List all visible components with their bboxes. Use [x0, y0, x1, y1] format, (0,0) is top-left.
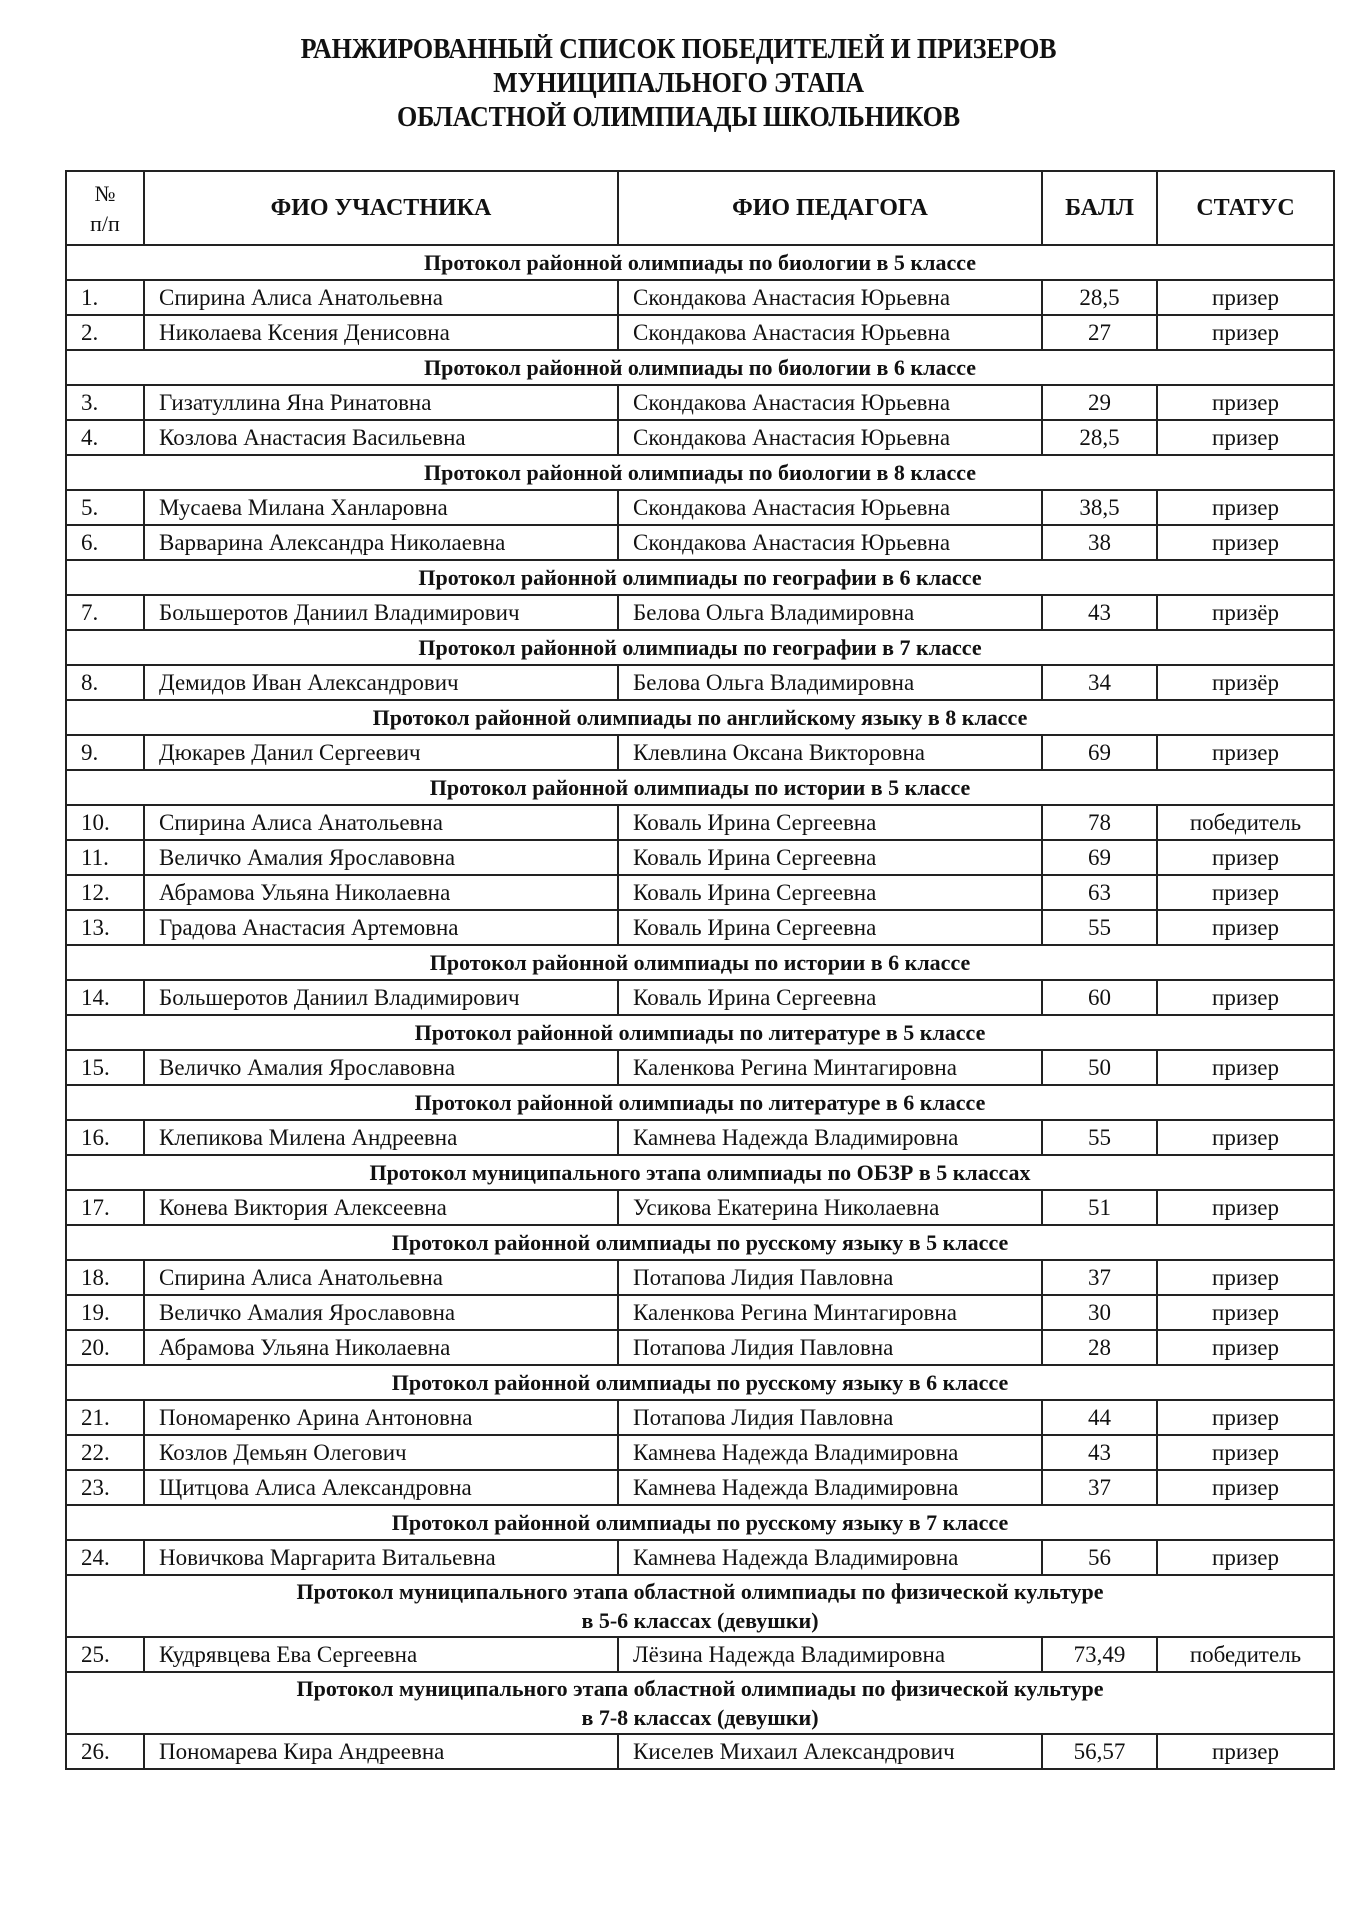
section-title-line-1: Протокол районной олимпиады по биологии в 5 классе: [423, 250, 977, 275]
status: призёр: [1157, 595, 1334, 630]
score: 38: [1042, 525, 1157, 560]
participant-name: Клепикова Милена Андреевна: [144, 1120, 618, 1155]
row-number: 21.: [66, 1400, 144, 1435]
row-number: 26.: [66, 1734, 144, 1769]
score: 37: [1042, 1260, 1157, 1295]
status: призер: [1157, 1190, 1334, 1225]
table-row: [66, 1260, 1334, 1295]
teacher-name: Киселев Михаил Александрович: [618, 1734, 1042, 1769]
section-header-row: [66, 455, 1334, 490]
participant-name: Пономарева Кира Андреевна: [144, 1734, 618, 1769]
participant-name: Величко Амалия Ярославовна: [144, 840, 618, 875]
section-title: [66, 630, 1334, 665]
participant-name: Величко Амалия Ярославовна: [144, 1295, 618, 1330]
document-title: [0, 33, 1357, 135]
row-number: 1.: [66, 280, 144, 315]
table-row: [66, 1330, 1334, 1365]
section-title-line-1: Протокол районной олимпиады по литературе в 6 классе: [414, 1090, 986, 1115]
table-row: [66, 490, 1334, 525]
score: 50: [1042, 1050, 1157, 1085]
row-number: 25.: [66, 1637, 144, 1672]
section-header-row: [66, 1155, 1334, 1190]
section-header-row: [66, 350, 1334, 385]
teacher-name: Скондакова Анастасия Юрьевна: [618, 420, 1042, 455]
section-title-line-1: Протокол районной олимпиады по истории в 6 классе: [429, 950, 971, 975]
teacher-name: Коваль Ирина Сергеевна: [618, 875, 1042, 910]
title-line-2: МУНИЦИПАЛЬНОГО ЭТАПА: [493, 68, 864, 99]
header-status: СТАТУС: [1157, 171, 1334, 245]
status: призер: [1157, 875, 1334, 910]
status: призер: [1157, 525, 1334, 560]
table-row: [66, 420, 1334, 455]
table-row: [66, 875, 1334, 910]
table-row: [66, 1734, 1334, 1769]
status: призер: [1157, 1260, 1334, 1295]
score: 37: [1042, 1470, 1157, 1505]
section-header-row: [66, 560, 1334, 595]
section-title-line-1: Протокол районной олимпиады по русскому языку в 7 классе: [391, 1510, 1009, 1535]
teacher-name: Скондакова Анастасия Юрьевна: [618, 490, 1042, 525]
row-number: 19.: [66, 1295, 144, 1330]
section-title: [66, 245, 1334, 280]
score: 28,5: [1042, 280, 1157, 315]
teacher-name: Коваль Ирина Сергеевна: [618, 980, 1042, 1015]
teacher-name: Камнева Надежда Владимировна: [618, 1540, 1042, 1575]
section-header-row: [66, 245, 1334, 280]
teacher-name: Коваль Ирина Сергеевна: [618, 910, 1042, 945]
row-number: 8.: [66, 665, 144, 700]
section-header-row: [66, 1015, 1334, 1050]
section-title: [66, 1085, 1334, 1120]
section-header-row: [66, 1672, 1334, 1734]
header-teacher: ФИО ПЕДАГОГА: [618, 171, 1042, 245]
participant-name: Николаева Ксения Денисовна: [144, 315, 618, 350]
row-number: 18.: [66, 1260, 144, 1295]
section-title-line-1: Протокол районной олимпиады по литературе в 5 классе: [414, 1020, 986, 1045]
row-number: 9.: [66, 735, 144, 770]
row-number: 17.: [66, 1190, 144, 1225]
teacher-name: Каленкова Регина Минтагировна: [618, 1050, 1042, 1085]
participant-name: Большеротов Даниил Владимирович: [144, 980, 618, 1015]
section-title-line-1: Протокол районной олимпиады по биологии в 8 классе: [423, 460, 977, 485]
teacher-name: Коваль Ирина Сергеевна: [618, 840, 1042, 875]
section-title: [66, 945, 1334, 980]
table-row: [66, 840, 1334, 875]
table-row: [66, 315, 1334, 350]
section-header-row: [66, 1085, 1334, 1120]
table-row: [66, 665, 1334, 700]
teacher-name: Потапова Лидия Павловна: [618, 1330, 1042, 1365]
status: призер: [1157, 1734, 1334, 1769]
participant-name: Величко Амалия Ярославовна: [144, 1050, 618, 1085]
section-title: [66, 1505, 1334, 1540]
status: призер: [1157, 1295, 1334, 1330]
participant-name: Большеротов Даниил Владимирович: [144, 595, 618, 630]
score: 29: [1042, 385, 1157, 420]
section-title-line-1: Протокол районной олимпиады по русскому языку в 6 классе: [391, 1370, 1009, 1395]
score: 78: [1042, 805, 1157, 840]
teacher-name: Коваль Ирина Сергеевна: [618, 805, 1042, 840]
score: 27: [1042, 315, 1157, 350]
section-title: [66, 1365, 1334, 1400]
table-row: [66, 1120, 1334, 1155]
score: 55: [1042, 1120, 1157, 1155]
teacher-name: Скондакова Анастасия Юрьевна: [618, 525, 1042, 560]
participant-name: Козлова Анастасия Васильевна: [144, 420, 618, 455]
score: 44: [1042, 1400, 1157, 1435]
table-row: [66, 525, 1334, 560]
header-number: [66, 171, 144, 245]
section-header-row: [66, 1365, 1334, 1400]
status: призер: [1157, 1435, 1334, 1470]
table-row: [66, 1435, 1334, 1470]
score: 60: [1042, 980, 1157, 1015]
row-number: 24.: [66, 1540, 144, 1575]
teacher-name: Белова Ольга Владимировна: [618, 595, 1042, 630]
score: 51: [1042, 1190, 1157, 1225]
section-title: [66, 1225, 1334, 1260]
participant-name: Мусаева Милана Ханларовна: [144, 490, 618, 525]
header-score: БАЛЛ: [1042, 171, 1157, 245]
participant-name: Щитцова Алиса Александровна: [144, 1470, 618, 1505]
score: 56: [1042, 1540, 1157, 1575]
teacher-name: Потапова Лидия Павловна: [618, 1400, 1042, 1435]
section-title-line-1: Протокол районной олимпиады по географии в 7 классе: [418, 635, 982, 660]
status: призер: [1157, 1120, 1334, 1155]
row-number: 16.: [66, 1120, 144, 1155]
participant-name: Абрамова Ульяна Николаевна: [144, 875, 618, 910]
section-title-line-1: Протокол районной олимпиады по английскому языку в 8 классе: [372, 705, 1028, 730]
participant-name: Новичкова Маргарита Витальевна: [144, 1540, 618, 1575]
participant-name: Варварина Александра Николаевна: [144, 525, 618, 560]
table-row: [66, 1295, 1334, 1330]
section-title-line-1: Протокол муниципального этапа олимпиады по ОБЗР в 5 классах: [369, 1160, 1031, 1185]
header-participant: ФИО УЧАСТНИКА: [144, 171, 618, 245]
results-table: [65, 170, 1335, 1770]
score: 28,5: [1042, 420, 1157, 455]
table-row: [66, 1470, 1334, 1505]
score: 34: [1042, 665, 1157, 700]
teacher-name: Потапова Лидия Павловна: [618, 1260, 1042, 1295]
status: призер: [1157, 385, 1334, 420]
table-row: [66, 735, 1334, 770]
status: призер: [1157, 1330, 1334, 1365]
teacher-name: Камнева Надежда Владимировна: [618, 1120, 1042, 1155]
status: призер: [1157, 315, 1334, 350]
teacher-name: Скондакова Анастасия Юрьевна: [618, 385, 1042, 420]
section-header-row: [66, 770, 1334, 805]
section-header-row: [66, 1575, 1334, 1637]
status: победитель: [1157, 805, 1334, 840]
status: призер: [1157, 420, 1334, 455]
header-number-symbol: №: [94, 181, 116, 206]
row-number: 6.: [66, 525, 144, 560]
section-title-line-1: Протокол районной олимпиады по географии в 6 классе: [418, 565, 982, 590]
section-title: [66, 560, 1334, 595]
row-number: 23.: [66, 1470, 144, 1505]
title-line-1: РАНЖИРОВАННЫЙ СПИСОК ПОБЕДИТЕЛЕЙ И ПРИЗЕРОВ: [300, 34, 1057, 65]
section-title-line-1: Протокол районной олимпиады по биологии в 6 классе: [423, 355, 977, 380]
section-title-line-1: Протокол муниципального этапа областной олимпиады по физической культуре: [296, 1579, 1104, 1604]
teacher-name: Скондакова Анастасия Юрьевна: [618, 280, 1042, 315]
score: 55: [1042, 910, 1157, 945]
table-row: [66, 1540, 1334, 1575]
status: призёр: [1157, 665, 1334, 700]
status: призер: [1157, 490, 1334, 525]
status: призер: [1157, 840, 1334, 875]
section-header-row: [66, 945, 1334, 980]
row-number: 12.: [66, 875, 144, 910]
participant-name: Козлов Демьян Олегович: [144, 1435, 618, 1470]
row-number: 3.: [66, 385, 144, 420]
teacher-name: Камнева Надежда Владимировна: [618, 1435, 1042, 1470]
status: призер: [1157, 280, 1334, 315]
header-number-label: п/п: [90, 211, 120, 236]
teacher-name: Белова Ольга Владимировна: [618, 665, 1042, 700]
section-title-line-1: Протокол районной олимпиады по истории в 5 классе: [429, 775, 971, 800]
score: 73,49: [1042, 1637, 1157, 1672]
participant-name: Дюкарев Данил Сергеевич: [144, 735, 618, 770]
table-row: [66, 280, 1334, 315]
section-title: [66, 455, 1334, 490]
table-row: [66, 805, 1334, 840]
section-title-line-2: в 7-8 классах (девушки): [581, 1705, 819, 1730]
participant-name: Гизатуллина Яна Ринатовна: [144, 385, 618, 420]
section-title-line-2: в 5-6 классах (девушки): [581, 1608, 819, 1633]
section-header-row: [66, 630, 1334, 665]
table-header-row: [66, 171, 1334, 245]
participant-name: Спирина Алиса Анатольевна: [144, 1260, 618, 1295]
participant-name: Кудрявцева Ева Сергеевна: [144, 1637, 618, 1672]
score: 69: [1042, 840, 1157, 875]
table-row: [66, 1400, 1334, 1435]
table-row: [66, 980, 1334, 1015]
participant-name: Пономаренко Арина Антоновна: [144, 1400, 618, 1435]
status: призер: [1157, 1540, 1334, 1575]
row-number: 5.: [66, 490, 144, 525]
section-header-row: [66, 1505, 1334, 1540]
table-row: [66, 595, 1334, 630]
section-title: [66, 350, 1334, 385]
status: призер: [1157, 910, 1334, 945]
row-number: 15.: [66, 1050, 144, 1085]
section-title: [66, 1015, 1334, 1050]
section-title-line-1: Протокол муниципального этапа областной олимпиады по физической культуре: [296, 1676, 1104, 1701]
teacher-name: Каленкова Регина Минтагировна: [618, 1295, 1042, 1330]
section-header-row: [66, 700, 1334, 735]
row-number: 14.: [66, 980, 144, 1015]
score: 38,5: [1042, 490, 1157, 525]
teacher-name: Усикова Екатерина Николаевна: [618, 1190, 1042, 1225]
table-row: [66, 385, 1334, 420]
row-number: 4.: [66, 420, 144, 455]
section-title: [66, 1575, 1334, 1637]
teacher-name: Скондакова Анастасия Юрьевна: [618, 315, 1042, 350]
participant-name: Конева Виктория Алексеевна: [144, 1190, 618, 1225]
table-row: [66, 910, 1334, 945]
participant-name: Спирина Алиса Анатольевна: [144, 280, 618, 315]
score: 56,57: [1042, 1734, 1157, 1769]
participant-name: Спирина Алиса Анатольевна: [144, 805, 618, 840]
row-number: 13.: [66, 910, 144, 945]
status: призер: [1157, 1400, 1334, 1435]
row-number: 7.: [66, 595, 144, 630]
status: призер: [1157, 1050, 1334, 1085]
score: 43: [1042, 1435, 1157, 1470]
score: 69: [1042, 735, 1157, 770]
table-row: [66, 1637, 1334, 1672]
section-title: [66, 700, 1334, 735]
row-number: 20.: [66, 1330, 144, 1365]
table-body: [66, 245, 1334, 1769]
row-number: 22.: [66, 1435, 144, 1470]
score: 30: [1042, 1295, 1157, 1330]
row-number: 2.: [66, 315, 144, 350]
status: призер: [1157, 1470, 1334, 1505]
row-number: 11.: [66, 840, 144, 875]
teacher-name: Камнева Надежда Владимировна: [618, 1470, 1042, 1505]
table-row: [66, 1050, 1334, 1085]
status: победитель: [1157, 1637, 1334, 1672]
status: призер: [1157, 980, 1334, 1015]
participant-name: Градова Анастасия Артемовна: [144, 910, 618, 945]
row-number: 10.: [66, 805, 144, 840]
table-row: [66, 1190, 1334, 1225]
section-title-line-1: Протокол районной олимпиады по русскому языку в 5 классе: [391, 1230, 1009, 1255]
section-title: [66, 1672, 1334, 1734]
title-line-3: ОБЛАСТНОЙ ОЛИМПИАДЫ ШКОЛЬНИКОВ: [397, 102, 960, 133]
section-title: [66, 770, 1334, 805]
section-title: [66, 1155, 1334, 1190]
teacher-name: Клевлина Оксана Викторовна: [618, 735, 1042, 770]
participant-name: Демидов Иван Александрович: [144, 665, 618, 700]
score: 43: [1042, 595, 1157, 630]
score: 28: [1042, 1330, 1157, 1365]
status: призер: [1157, 735, 1334, 770]
participant-name: Абрамова Ульяна Николаевна: [144, 1330, 618, 1365]
section-header-row: [66, 1225, 1334, 1260]
score: 63: [1042, 875, 1157, 910]
teacher-name: Лёзина Надежда Владимировна: [618, 1637, 1042, 1672]
